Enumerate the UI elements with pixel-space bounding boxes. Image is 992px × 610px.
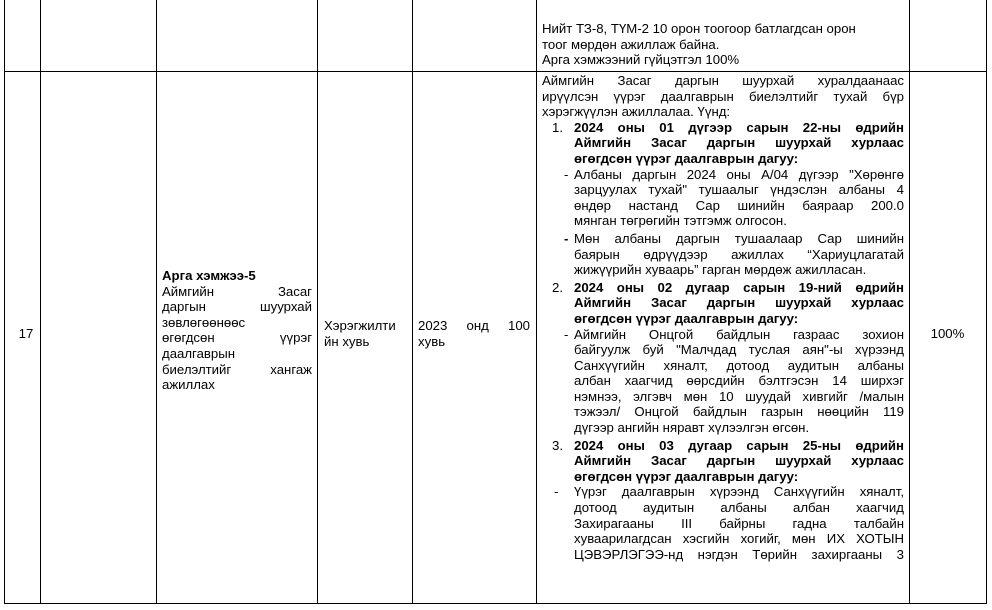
report-cell [542, 73, 904, 562]
col-border-1 [40, 0, 41, 604]
item-heading-line: Аймгийн Засаг даргын шуурхай хурлаас [574, 135, 904, 151]
bullet-line: баярын өдрүүдээр ажиллах “Хариуцлагатай [574, 246, 904, 262]
item-heading-line: 2024 оны 02 дугаар сарын 19-ний өдрийн [574, 279, 904, 295]
bullet-line: тэжээл/ Онцгой байдлын газрын нөөцийн 119 [574, 404, 904, 420]
bullet-line: дүгээр ангийн няравт хүлээлгэн өгсөн. [574, 420, 810, 436]
measure-line: биелэлтийг хангаж [162, 361, 312, 377]
measure-line: даргын шуурхай [162, 299, 312, 315]
measure-title: Арга хэмжээ-5 [162, 268, 256, 283]
target-cell [418, 318, 530, 349]
row-number: 17 [18, 326, 34, 341]
item-number: 1. [552, 119, 563, 135]
item-heading-line: 2024 оны 01 дүгээр сарын 22-ны өдрийн [574, 119, 904, 135]
item-heading-line: Аймгийн Засаг даргын шуурхай хурлаас [574, 453, 904, 469]
bullet-line: байгуулж буй "Малчдад туслая аян"-ы хүрээнд [574, 342, 904, 358]
bullet-line: өндөр настанд Сар шинийн баяраар 200.0 [574, 197, 904, 213]
item-heading-line: өгөгдсөн үүрэг даалгаврын дагуу: [574, 310, 799, 326]
bullet-line: хуваарилагдсан хэсгийн хогийг, мөн ИХ ХОТЫН [574, 531, 904, 547]
bullet-line: Албаны даргын 2024 оны А/04 дүгээр "Хөрөнгө [574, 166, 904, 182]
indicator-line: йн хувь [324, 333, 370, 349]
report-item-3 [542, 438, 904, 563]
bullet-line: Үүрэг даалгаврын хүрээнд Санхүүгийн хяналт, [574, 484, 904, 500]
bullet-line: жижүүрийн хуваарь” гарган мөрдөж ажилласан. [574, 262, 867, 278]
top-row-line: тоог мөрдөн ажиллаж байна. [542, 36, 720, 52]
report-intro-line: Аймгийн Засаг даргын шуурхай хуралдаанаас [542, 73, 904, 88]
bullet-mark: - [564, 326, 569, 342]
bullet-line: зарцуулах тухай" тушаалыг үндэслэн албаны 4 [574, 182, 904, 198]
row-border-bottom [4, 603, 987, 604]
top-row-line: Арга хэмжээний гүйцэтгэл 100% [542, 52, 740, 68]
item-heading-line: Аймгийн Засаг даргын шуурхай хурлаас [574, 295, 904, 311]
bullet-line: дотоод аудитын албаны албан хаагчид [574, 500, 904, 516]
top-row-report-cell [542, 21, 904, 68]
measure-line: Аймгийн Засаг [162, 283, 312, 299]
bullet-line: ЦЭВЭРЛЭГЭЭ-нд нэгдэн Төрийн захиргааны 3 [574, 546, 904, 562]
top-row-line: Нийт ТЗ-8, ТҮМ-2 10 орон тоогоор батлагдсан орон [542, 21, 856, 36]
report-item-2 [542, 280, 904, 436]
col-border-3 [317, 0, 318, 604]
item-number: 2. [552, 279, 563, 295]
col-border-4 [412, 0, 413, 604]
bullet-line: Санхүүгийн хяналт, дотоод аудитын албаны [574, 357, 904, 373]
item-heading-line: 2024 оны 03 дугаар сарын 25-ны өдрийн [574, 437, 904, 453]
measure-line: ажиллах [162, 377, 215, 393]
completion-percent: 100% [930, 326, 965, 341]
measure-line: өгөгдсөн үүрэг [162, 330, 312, 346]
bullet-mark: - [564, 230, 569, 246]
bullet-line: нэмнээ, элгэвч мөн 10 шуудай хивгийг /малын [574, 388, 904, 404]
report-intro-line: ирүүлсэн үүрэг даалгаврын биелэлтийг тухай бүр [542, 88, 904, 104]
col-border-0 [4, 0, 5, 604]
target-line: 2023 онд 100 [418, 318, 530, 333]
measure-line: зөвлөгөөнөөс [162, 314, 246, 330]
item-heading-line: өгөгдсөн үүрэг даалгаврын дагуу: [574, 468, 799, 484]
bullet-line: албан хаагчид өөрсдийн бэлтгэсэн 14 ширхэг [574, 373, 904, 389]
bullet-line: Захирагааны III байрны гадна талбайн [574, 515, 904, 531]
col-border-5 [536, 0, 537, 604]
col-border-2 [156, 0, 157, 604]
bullet-line: Аймгийн Онцгой байдлын газраас зохион [574, 326, 904, 342]
row-border-top [4, 71, 987, 72]
bullet-line: Мөн албаны даргын тушаалаар Сар шинийн [574, 230, 904, 246]
bullet-mark: - [564, 166, 569, 182]
measure-cell [162, 268, 312, 393]
target-line: хувь [418, 333, 446, 349]
report-intro-line: хэрэгжүүлэн ажиллалаа. Үүнд: [542, 104, 731, 120]
bullet-mark: - [554, 484, 559, 500]
item-heading-line: өгөгдсөн үүрэг даалгаврын дагуу: [574, 150, 799, 166]
col-border-7 [986, 0, 987, 604]
indicator-line: Хэрэгжилти [324, 318, 396, 333]
indicator-cell [324, 318, 410, 349]
measure-line: даалгаврын [162, 345, 236, 361]
bullet-line: мянган төгрөгийн тэтгэмж олгосон. [574, 213, 787, 229]
report-item-1 [542, 120, 904, 278]
col-border-6 [909, 0, 910, 604]
item-number: 3. [552, 437, 563, 453]
